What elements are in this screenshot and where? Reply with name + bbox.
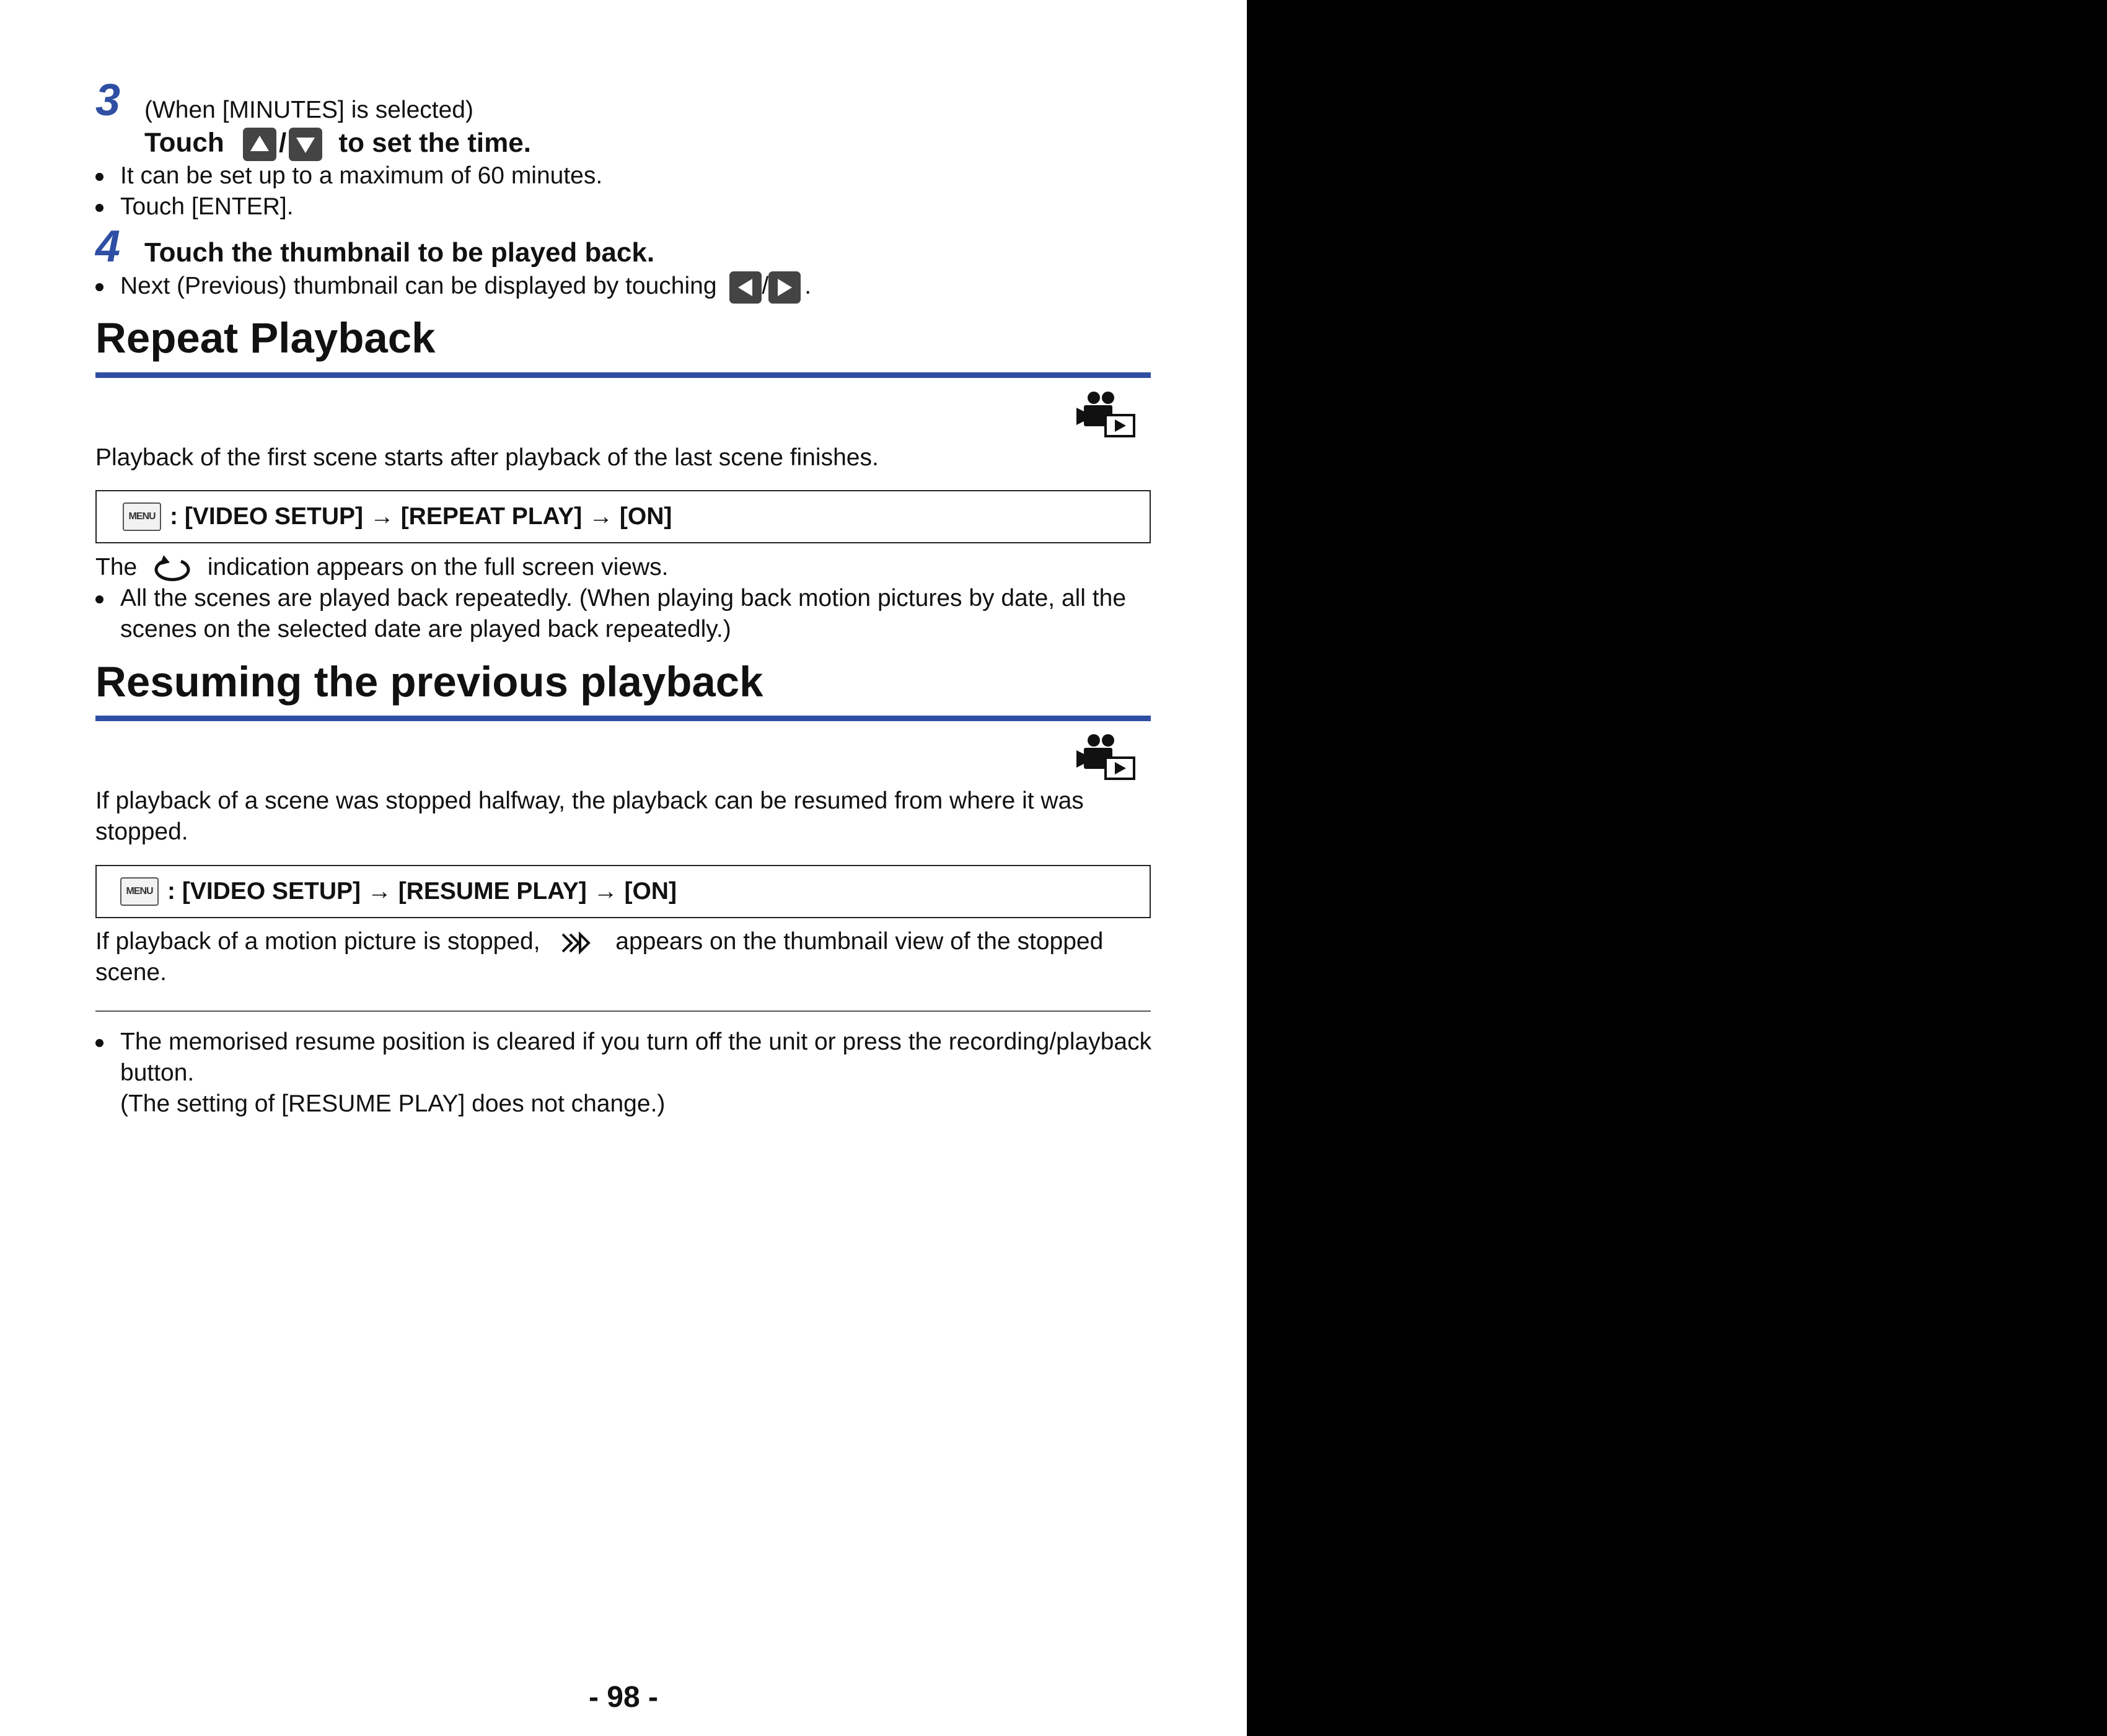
step-4-bullet-end: . bbox=[804, 273, 812, 299]
page-number: - 98 - bbox=[588, 1681, 659, 1714]
step-3-subtitle: (When [MINUTES] is selected) bbox=[144, 97, 473, 123]
resume-stopped-line-1 bbox=[95, 926, 1103, 957]
repeat-playback-heading: Repeat Playback bbox=[95, 314, 436, 362]
bullet-text-line-1: All the scenes are played back repeatedly. (When playing back motion pictures by date, all the bbox=[120, 585, 1127, 612]
resume-intro-line-2: stopped. bbox=[95, 818, 188, 845]
resume-stopped-suffix: appears on the thumbnail view of the stopped bbox=[615, 928, 1104, 955]
repeat-indication-suffix: indication appears on the full screen views. bbox=[207, 554, 669, 581]
menu-icon[interactable]: MENU bbox=[123, 502, 161, 531]
resume-heading: Resuming the previous playback bbox=[95, 658, 763, 706]
bullet-text: It can be set up to a maximum of 60 minutes. bbox=[120, 162, 603, 189]
menu-icon[interactable]: MENU bbox=[120, 877, 159, 906]
repeat-intro: Playback of the first scene starts after playback of the last scene finishes. bbox=[95, 444, 879, 471]
heading-rule bbox=[95, 716, 1151, 721]
note-line-3: (The setting of [RESUME PLAY] does not change.) bbox=[120, 1090, 666, 1117]
bullet-dot bbox=[95, 1039, 103, 1047]
step-4-bullet-sep: / bbox=[762, 273, 769, 299]
repeat-indication-prefix: The bbox=[95, 554, 138, 581]
resume-icon bbox=[560, 931, 597, 955]
step-3-title bbox=[144, 128, 531, 161]
step-3-title-sep: / bbox=[278, 127, 287, 158]
step-number-3: 3 bbox=[95, 76, 121, 125]
repeat-icon bbox=[151, 554, 193, 584]
bullet-text: Touch [ENTER]. bbox=[120, 193, 294, 220]
step-number-4: 4 bbox=[95, 222, 121, 271]
repeat-menu-path: : [VIDEO SETUP] → [REPEAT PLAY] → [ON] bbox=[170, 503, 672, 530]
down-arrow-icon[interactable] bbox=[289, 128, 322, 161]
step-3-title-touch: Touch bbox=[144, 127, 224, 158]
step-3-title-rest: to set the time. bbox=[338, 127, 531, 158]
bullet-dot bbox=[95, 283, 103, 291]
repeat-indication bbox=[95, 552, 668, 584]
step-4-title: Touch the thumbnail to be played back. bbox=[144, 237, 655, 268]
note-line-2: button. bbox=[120, 1059, 195, 1086]
right-arrow-icon[interactable] bbox=[768, 271, 801, 304]
resume-menu-path-box bbox=[95, 865, 1151, 918]
left-arrow-icon[interactable] bbox=[729, 271, 762, 304]
repeat-menu-path-box bbox=[95, 490, 1151, 543]
heading-rule bbox=[95, 372, 1151, 378]
resume-stopped-prefix: If playback of a motion picture is stopped, bbox=[95, 928, 540, 955]
divider bbox=[95, 1010, 1151, 1012]
up-arrow-icon[interactable] bbox=[243, 128, 276, 161]
motion-picture-playback-mode-icon bbox=[1076, 733, 1138, 783]
bullet-dot bbox=[95, 173, 103, 181]
step-4-bullet-prefix: Next (Previous) thumbnail can be displayed by touching bbox=[120, 273, 717, 299]
bullet-dot bbox=[95, 204, 103, 212]
resume-stopped-line-2: scene. bbox=[95, 959, 167, 986]
note-line-1: The memorised resume position is cleared if you turn off the unit or press the recording/playback bbox=[120, 1028, 1152, 1055]
motion-picture-playback-mode-icon bbox=[1076, 390, 1138, 440]
resume-menu-path: : [VIDEO SETUP] → [RESUME PLAY] → [ON] bbox=[167, 878, 677, 905]
bullet-text bbox=[120, 271, 811, 304]
resume-intro-line-1: If playback of a scene was stopped halfway, the playback can be resumed from where it was bbox=[95, 787, 1084, 814]
bullet-dot bbox=[95, 595, 103, 603]
bullet-text-line-2: scenes on the selected date are played back repeatedly.) bbox=[120, 616, 731, 642]
